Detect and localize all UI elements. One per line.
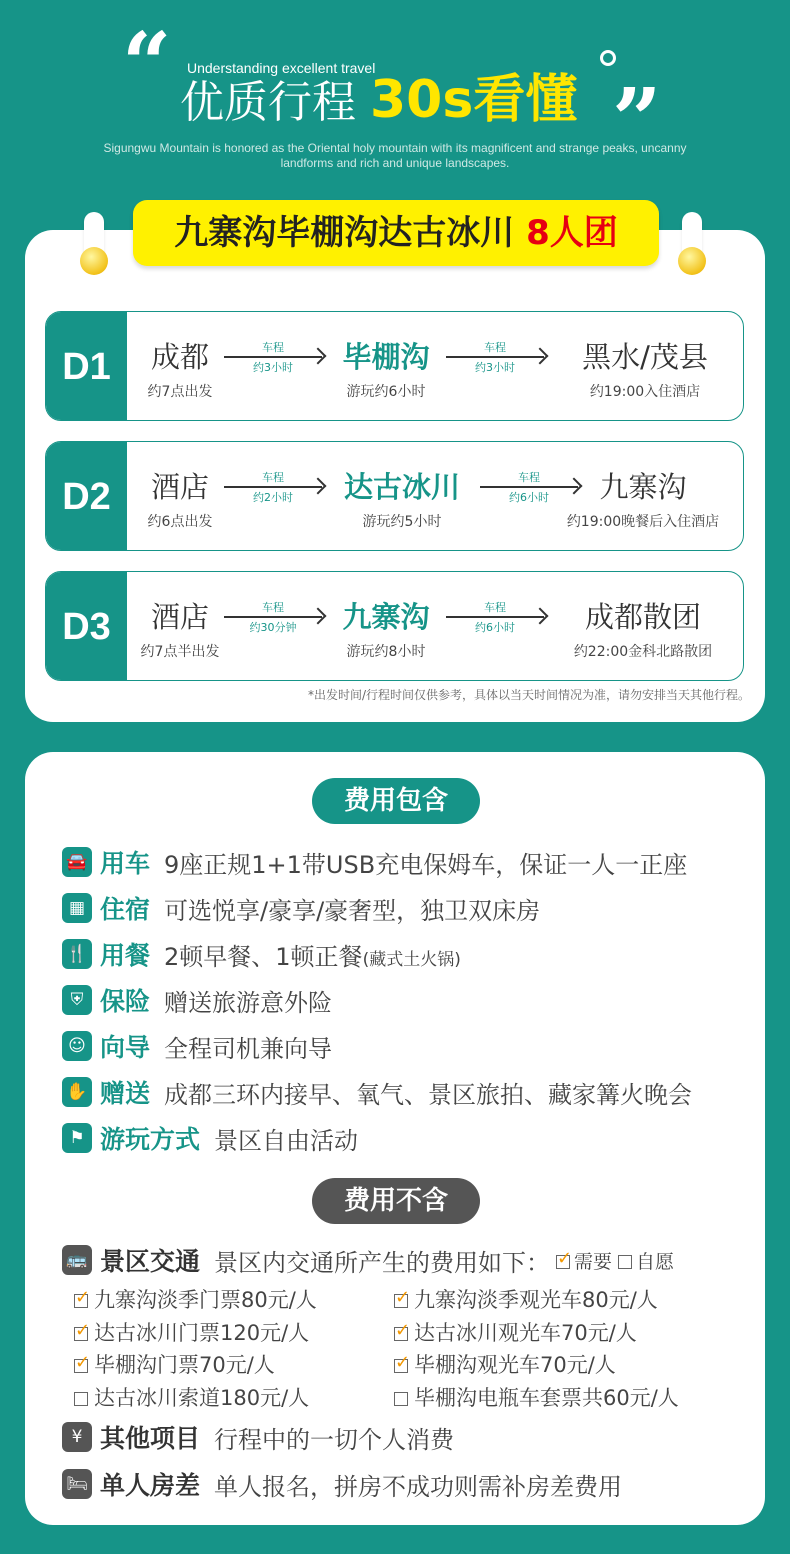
included-item-hotel: ▦ 住宿 可选悦享/豪享/豪奢型，独卫双床房: [62, 891, 540, 925]
signpost-icon: ⚑: [62, 1123, 92, 1153]
meal-icon: 🍴: [62, 939, 92, 969]
stop-end: 黑水/茂县 约19:00入住酒店: [582, 340, 708, 400]
headline-main: 优质行程: [180, 77, 356, 128]
close-quote-icon: ”: [612, 70, 662, 171]
day-row-1: [45, 311, 744, 421]
checked-box-icon: [394, 1327, 408, 1341]
car-icon: 🚘: [62, 847, 92, 877]
insurance-icon: ⛨: [62, 985, 92, 1015]
included-title: 费用包含: [312, 778, 480, 824]
headline-highlight: 30s看懂: [370, 70, 578, 130]
group-size: 8人团: [526, 213, 618, 253]
excluded-other: ¥ 其他项目 行程中的一切个人消费: [62, 1420, 454, 1454]
fee-item: ✓毕棚沟门票70元/人: [74, 1349, 275, 1379]
excluded-single-room: 🛏 单人房差 单人报名，拼房不成功则需补房差费用: [62, 1467, 622, 1501]
group-route: 九寨沟毕棚沟达古冰川: [174, 213, 515, 253]
fee-item: 毕棚沟电瓶车套票共60元/人: [394, 1382, 679, 1412]
tagline-en: Understanding excellent travel: [187, 60, 376, 76]
pin-ball-right-icon: [678, 247, 706, 275]
headline: [180, 72, 577, 131]
legend-required: ✓ 需要: [556, 1247, 612, 1274]
checked-box-icon: [394, 1359, 408, 1373]
fee-item: ✓ 九寨沟淡季观光车80元/人: [394, 1284, 658, 1314]
fee-item: ✓ 达古冰川观光车70元/人: [394, 1317, 637, 1347]
fee-item: ✓达古冰川门票120元/人: [74, 1317, 309, 1347]
fee-item: 达古冰川索道180元/人: [74, 1382, 309, 1412]
fee-item: ✓ 毕棚沟观光车70元/人: [394, 1349, 616, 1379]
checked-box-icon: [74, 1359, 88, 1373]
day-label: D1: [46, 312, 127, 420]
disclaimer: *出发时间/行程时间仅供参考，具体以当天时间情况为准，请勿安排当天其他行程。: [307, 688, 750, 702]
empty-box-icon: [394, 1392, 408, 1406]
description-en: Sigungwu Mountain is honored as the Oriental holy mountain with its magnificent and strange peaks, uncanny landforms and rich and unique landscapes.: [103, 141, 687, 170]
checked-box-icon: [556, 1255, 570, 1269]
stop-highlight: 九寨沟 游玩约8小时: [342, 600, 430, 660]
day-label: D2: [46, 442, 127, 550]
checked-box-icon: [394, 1294, 408, 1308]
open-quote-icon: “: [122, 14, 172, 115]
empty-box-icon: [618, 1255, 632, 1269]
gift-icon: ✋: [62, 1077, 92, 1107]
day-row-3: [45, 571, 744, 681]
included-item-guide: ☺ 向导 全程司机兼向导: [62, 1029, 332, 1063]
checked-box-icon: [74, 1327, 88, 1341]
circle-decoration-icon: [600, 50, 616, 66]
stop-start: 酒店 约6点出发: [147, 470, 213, 530]
day-label: D3: [46, 572, 127, 680]
excluded-title: 费用不含: [312, 1178, 480, 1224]
guide-icon: ☺: [62, 1031, 92, 1061]
group-title: [133, 200, 659, 266]
stop-start: 成都 约7点出发: [147, 340, 213, 400]
wallet-icon: ¥: [62, 1422, 92, 1452]
route-arrow: 车程 约3小时: [224, 339, 322, 375]
stop-start: 酒店 约7点半出发: [140, 600, 220, 660]
included-item-gift: ✋ 赠送 成都三环内接早、氧气、景区旅拍、藏家篝火晚会: [62, 1075, 692, 1109]
bed-icon: 🛏: [62, 1469, 92, 1499]
excluded-transport: 🚌 景区交通 景区内交通所产生的费用如下： ✓ 需要 自愿: [62, 1243, 674, 1277]
route-arrow: 车程 约30分钟: [224, 599, 322, 635]
checked-box-icon: [74, 1294, 88, 1308]
route-arrow: 车程 约3小时: [446, 339, 544, 375]
fee-item: ✓九寨沟淡季门票80元/人: [74, 1284, 317, 1314]
included-item-meal: 🍴 用餐 2顿早餐、1顿正餐(藏式土火锅): [62, 937, 461, 971]
included-item-insurance: ⛨ 保险 赠送旅游意外险: [62, 983, 332, 1017]
hotel-icon: ▦: [62, 893, 92, 923]
route-arrow: 车程 约6小时: [446, 599, 544, 635]
included-item-play: ⚑ 游玩方式 景区自由活动: [62, 1121, 358, 1155]
route-arrow: 车程 约6小时: [480, 469, 578, 505]
empty-box-icon: [74, 1392, 88, 1406]
stop-highlight: 达古冰川 游玩约5小时: [343, 470, 460, 530]
legend-optional: 自愿: [618, 1247, 674, 1274]
included-item-car: 🚘 用车 9座正规1+1带USB充电保姆车，保证一人一正座: [62, 845, 687, 879]
bus-icon: 🚌: [62, 1245, 92, 1275]
day-row-2: [45, 441, 744, 551]
stop-end: 九寨沟 约19:00晚餐后入住酒店: [566, 470, 720, 530]
pin-ball-left-icon: [80, 247, 108, 275]
stop-end: 成都散团 约22:00金科北路散团: [573, 600, 713, 660]
stop-highlight: 毕棚沟 游玩约6小时: [342, 340, 430, 400]
route-arrow: 车程 约2小时: [224, 469, 322, 505]
